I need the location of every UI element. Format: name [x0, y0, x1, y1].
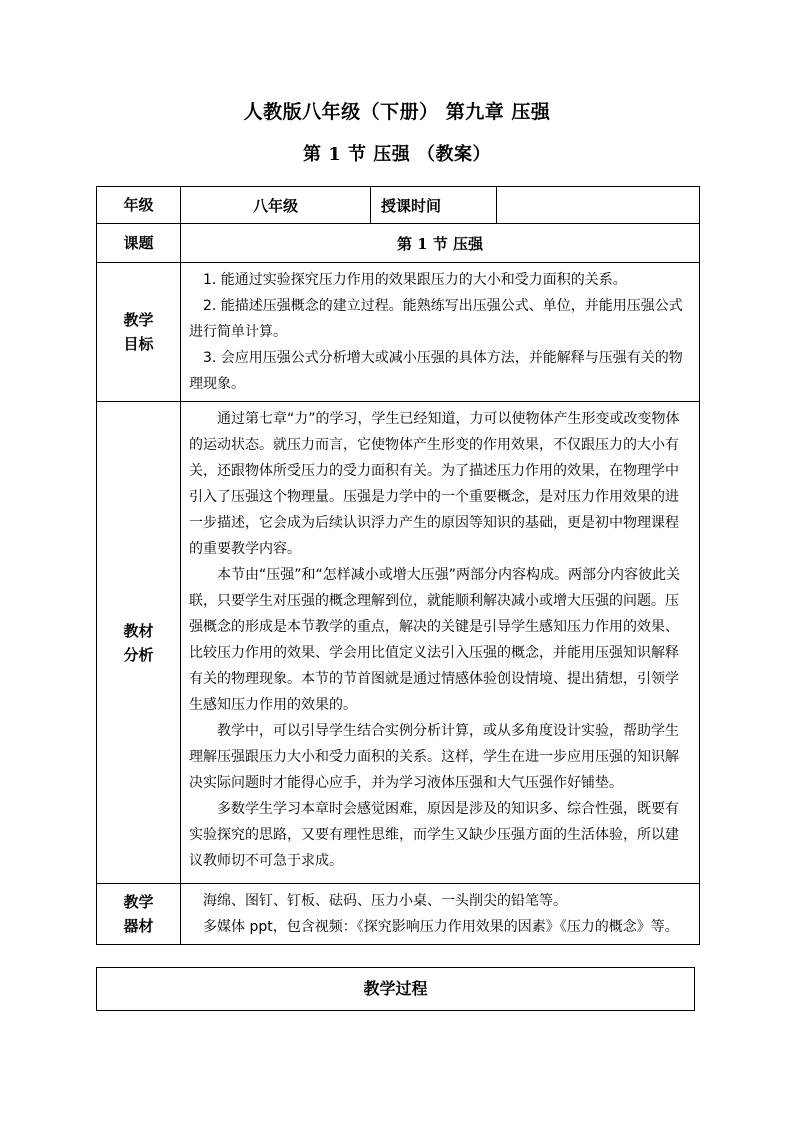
- analysis-paragraph: 通过第七章“力”的学习，学生已经知道，力可以使物体产生形变或改变物体的运动状态。就压力而言，它使物体产生形变的作用效果，不仅跟压力的大小有关，还跟物体所受压力的受力面积有关。为了描述压力作用的效果，在物理学中引入了压强这个物理量。压强是力学中的一个重要概念，是对压力作用效果的进一步描述，它会成为后续认识浮力产生的原因等知识的基础，更是初中物理课程的重要教学内容。: [189, 411, 680, 557]
- topic-label: 课题: [97, 224, 181, 263]
- objective-item: 3. 会应用压强公式分析增大或减小压强的具体方法，并能解释与压强有关的物理现象。: [189, 350, 683, 392]
- objectives-label: [97, 263, 181, 402]
- topic-row: [97, 224, 700, 263]
- grade-value: 八年级: [181, 187, 371, 224]
- objectives-content: [181, 263, 700, 402]
- class-time-label: 授课时间: [371, 187, 497, 224]
- class-time-value: [497, 187, 700, 224]
- equipment-item: 多媒体 ppt，包含视频：《探究影响压力作用效果的因素》《压力的概念》等。: [203, 919, 679, 935]
- analysis-row: [97, 402, 700, 884]
- analysis-label: [97, 402, 181, 884]
- teaching-process-header: 教学过程: [96, 967, 695, 1011]
- equipment-item: 海绵、图钉、钉板、砝码、压力小桌、一头削尖的铅笔等。: [203, 893, 567, 909]
- document-subtitle: 第 1 节 压强 （教案）: [302, 144, 492, 165]
- objectives-label-line1: 教学: [123, 311, 154, 329]
- equipment-row: [97, 884, 700, 945]
- equipment-content: [181, 884, 700, 945]
- lesson-info-table: [96, 186, 700, 945]
- analysis-content: [181, 402, 700, 884]
- document-title: 人教版八年级（下册） 第九章 压强: [243, 101, 551, 123]
- objective-item: 1. 能通过实验探究压力作用的效果跟压力的大小和受力面积的关系。: [203, 272, 627, 288]
- analysis-label-line1: 教材: [123, 621, 154, 640]
- analysis-paragraph: 多数学生学习本章时会感觉困难，原因是涉及的知识多、综合性强，既要有实验探究的思路，又要有理性思维，而学生又缺少压强方面的生活体验，所以建议教师切不可急于求成。: [189, 801, 679, 869]
- analysis-paragraph: 本节由“压强”和“怎样减小或增大压强”两部分内容构成。两部分内容彼此关联，只要学生对压强的概念理解到位，就能顺利解决减小或增大压强的问题。压强概念的形成是本节教学的重点，解决的关键是引导学生感知压力作用的效果、比较压力作用的效果、学会用比值定义法引入压强的概念，并能用压强知识解释有关的物理现象。本节的节首图就是通过情感体验创设情境、提出猜想，引领学生感知压力作用的效果的。: [189, 567, 681, 713]
- topic-value: 第 1 节 压强: [181, 224, 700, 263]
- objectives-label-line2: 目标: [123, 335, 154, 353]
- analysis-paragraph: 教学中，可以引导学生结合实例分析计算，或从多角度设计实验，帮助学生理解压强跟压力大小和受力面积的关系。这样，学生在进一步应用压强的知识解决实际问题时才能得心应手，并为学习液体压强和大气压强作好铺垫。: [189, 723, 679, 791]
- grade-label: 年级: [97, 187, 181, 224]
- equipment-label-line2: 器材: [123, 917, 154, 935]
- grade-row: [97, 187, 700, 224]
- analysis-label-line2: 分析: [123, 645, 154, 664]
- objective-item: 2. 能描述压强概念的建立过程。能熟练写出压强公式、单位，并能用压强公式进行简单计算。: [189, 298, 683, 340]
- equipment-label: [97, 884, 181, 945]
- equipment-label-line1: 教学: [123, 893, 154, 911]
- objectives-row: [97, 263, 700, 402]
